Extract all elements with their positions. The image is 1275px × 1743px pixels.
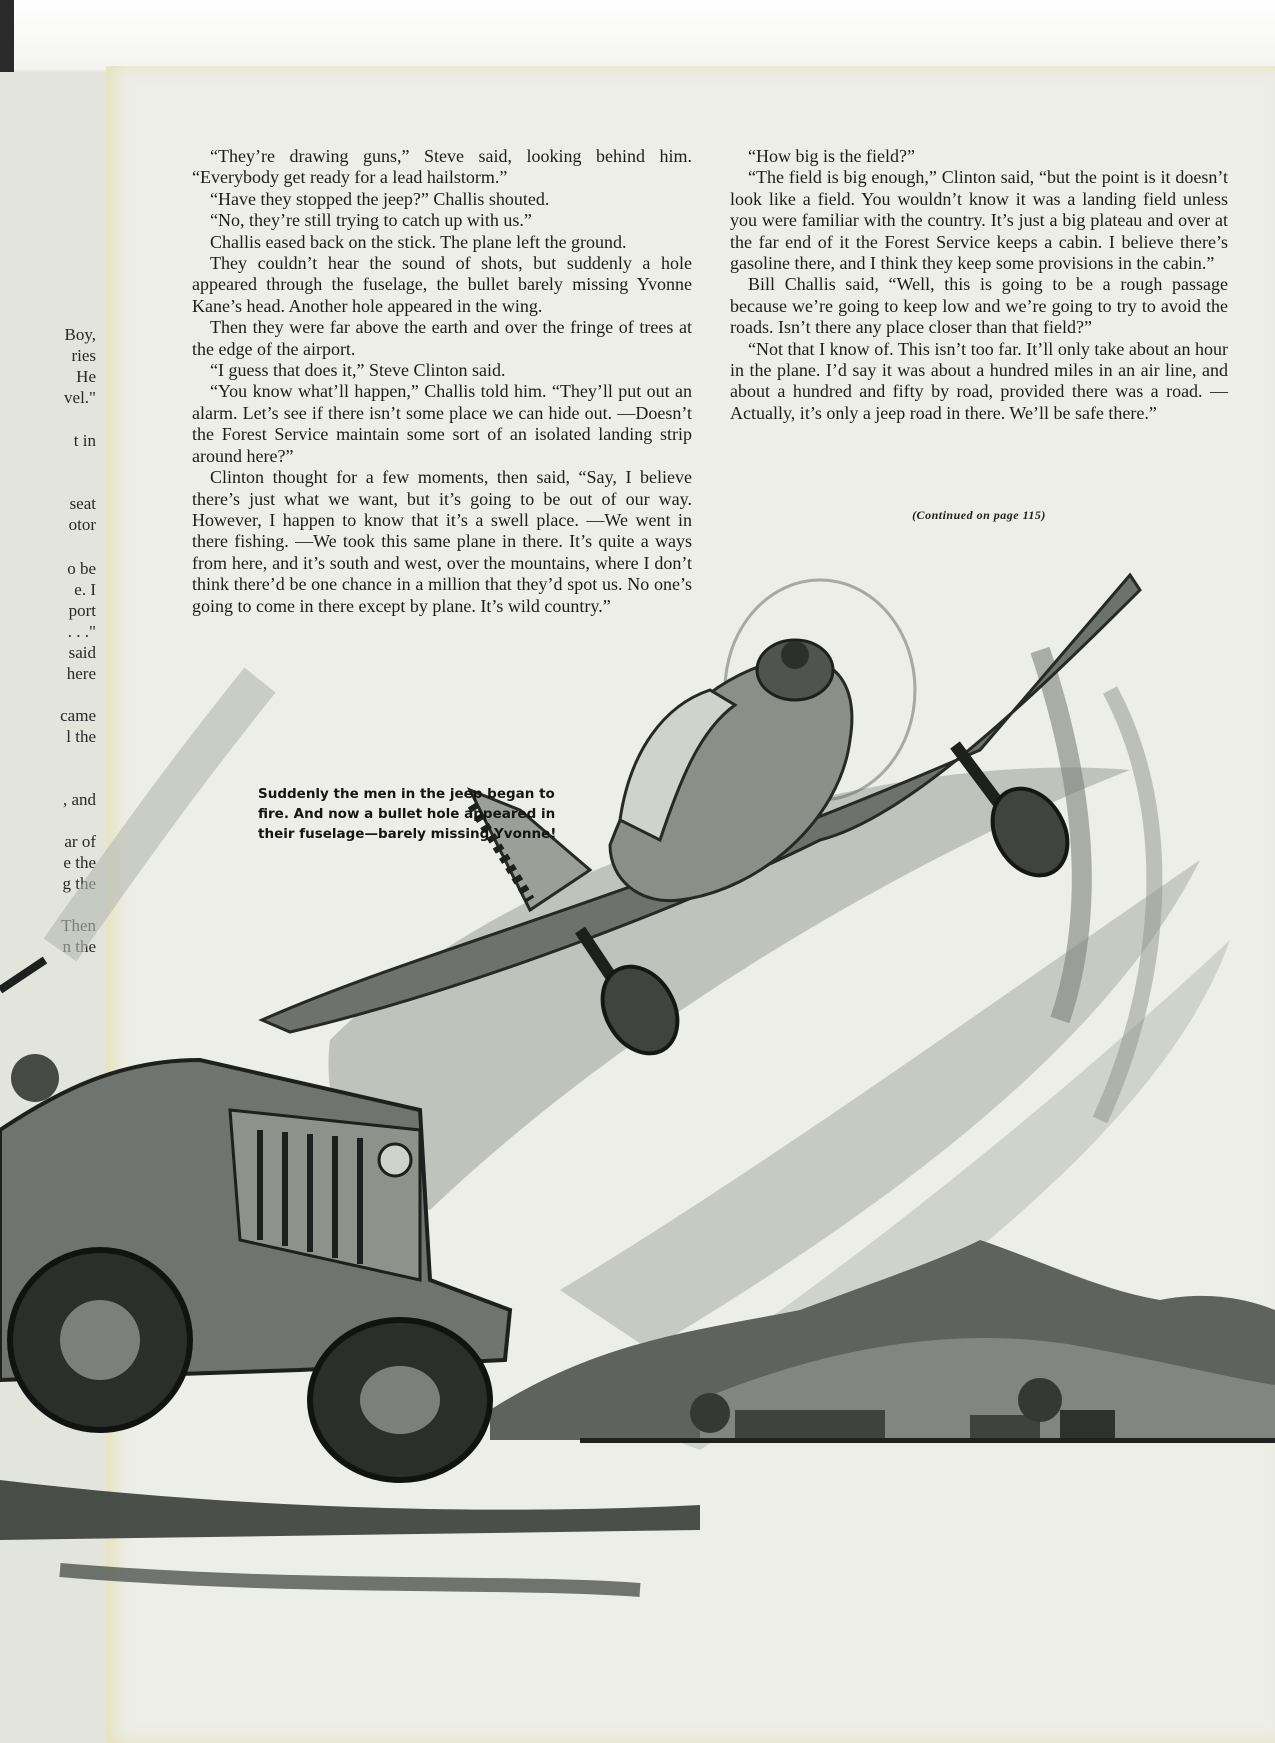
paragraph: “How big is the field?” [748,146,915,166]
text-fragment: t in [73,431,96,450]
text-fragment: . . ." [67,622,96,641]
paragraph: “No, they’re still trying to catch up with us.” [210,210,532,231]
text-fragment: said [68,643,96,662]
paragraph: They couldn’t hear the sound of shots, but suddenly a hole appeared through the fuselage, the bullet barely missing Yvonne Kane’s head. Another hole appeared in the wing. [192,253,692,316]
text-fragment: here [66,664,96,683]
text-fragment: n the [62,937,96,956]
paragraph: Clinton thought for a few moments, then said, “Say, I believe there’s just what we want, but it’s going to be out of our way. However, I happen to know that it’s a swell place. —We went in there fishing. —We took this same plane in there. It’s quite a ways from here, and it’s south and west, over the mountains, where I don’t think there’d be one chance in a million that they’d spot us. No one’s going to come in there except by plane. It’s wild country.” [192,467,692,616]
paragraph: “Not that I know of. This isn’t too far. It’ll only take about an hour in the plane. I’d say it was about a hundred miles in an air line, and about a hundred and fifty by road, provided there was a road. —Actually, it’s only a jeep road in there. We’ll be safe there.” [730,338,1228,423]
story-column-right [730,146,1228,424]
jeep-headlight [379,1144,411,1176]
text-fragment: l the [66,727,96,746]
text-fragment: o be [67,559,96,578]
plane-and-jeep-illustration [0,520,1275,1743]
text-fragment: Boy, [64,325,96,344]
text-fragment: ar of [64,832,96,851]
ground-line [580,1438,1275,1443]
gun-barrel [0,960,45,990]
illustration-caption: Suddenly the men in the jeep began to fire. And now a bullet hole appeared in their fuselage—barely missing Yvonne! [258,786,557,842]
propeller-hub [781,641,809,669]
paragraph: “The field is big enough,” Clinton said, “but the point is it doesn’t look like a field. You wouldn’t know it was a landing field unless you were familiar with the country. It’s just a big plateau and over at the far end of it the Forest Service keeps a cabin. I believe there’s gasoline there, and I think they keep some provisions in the cabin.” [730,167,1228,274]
text-fragment: e the [63,853,96,872]
continued-notice: (Continued on page 115) [912,508,1046,522]
tree [1018,1378,1062,1422]
building [1060,1410,1115,1440]
paragraph: Then they were far above the earth and over the fringe of trees at the edge of the airport. [192,317,692,359]
jeep-hubcap [360,1366,440,1434]
text-fragment: port [68,601,96,620]
paragraph: “They’re drawing guns,” Steve said, looking behind him. “Everybody get ready for a lead hailstorm.” [192,146,692,188]
scan-margin-top [0,0,1275,70]
text-fragment: He [76,367,96,386]
text-fragment: e. I [74,580,96,599]
text-fragment: seat [69,494,96,513]
text-fragment: ries [71,346,96,365]
text-fragment: , and [62,790,96,809]
text-fragment: g the [62,874,96,893]
text-fragment: otor [68,515,96,534]
text-fragment: vel." [64,388,96,407]
scan-edge [0,0,14,72]
paragraph: “Have they stopped the jeep?” Challis shouted. [210,188,550,209]
ground-stroke [60,1570,640,1590]
paragraph: Challis eased back on the stick. The plane left the ground. [210,231,627,252]
paragraph: “I guess that does it,” Steve Clinton said. [210,360,506,381]
sky-stroke [60,680,260,950]
paragraph: Bill Challis said, “Well, this is going to be a rough passage because we’re going to keep low and we’re going to try to avoid the roads. Isn’t there any place closer than that field?” [730,274,1228,338]
tree [690,1393,730,1433]
ground-shadow [0,1480,700,1540]
paragraph: “You know what’ll happen,” Challis told him. “They’ll put out an alarm. Let’s see if there isn’t some place we can hide out. —Doesn’t the Forest Service maintain some sort of an isolated landing strip around here?” [192,381,692,466]
jeep-hubcap [60,1300,140,1380]
story-column-left [192,146,692,617]
text-fragment: came [60,706,96,725]
hangar [735,1410,885,1440]
jeep-passenger [11,1054,59,1102]
text-fragment: Then [61,916,96,935]
